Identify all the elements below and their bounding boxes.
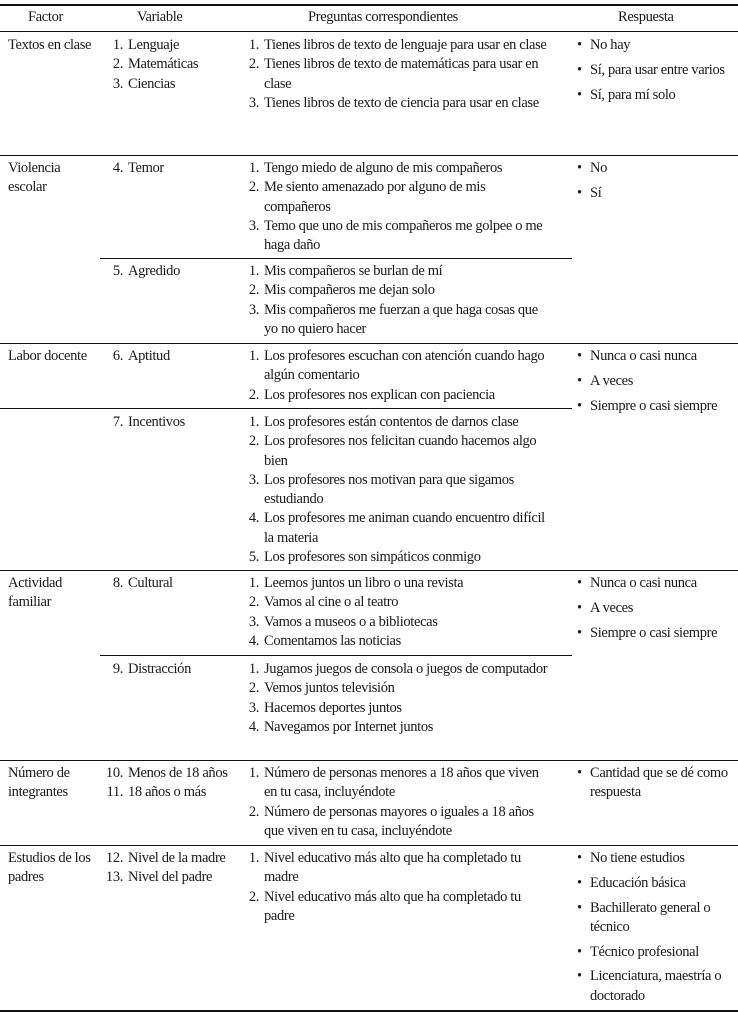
question-item [244, 888, 549, 927]
question-item [244, 178, 549, 217]
variable-number: 9. [112, 661, 123, 677]
response-text: No [590, 160, 608, 176]
variable-item [100, 347, 235, 366]
variable-number: 12. [105, 850, 123, 866]
question-item [244, 36, 549, 55]
bullet-icon: • [577, 599, 582, 616]
variable-number: 5. [112, 263, 123, 279]
question-text: Mis compañeros me fuerzan a que haga cosas que yo no quiero hacer [264, 301, 538, 337]
response-list [577, 347, 729, 421]
question-number: 2. [248, 433, 259, 450]
factor-label: Estudios de los padres [8, 850, 91, 886]
factor-label: Número de integrantes [8, 765, 70, 801]
variable-label: 18 años o más [128, 784, 207, 801]
question-item [244, 347, 549, 386]
question-list [244, 36, 549, 113]
question-list [244, 660, 549, 737]
table-rule [0, 155, 738, 156]
question-text: Tienes libros de texto de ciencia para usar en clase [264, 94, 539, 111]
question-number: 1. [248, 414, 259, 430]
question-number: 2. [248, 282, 259, 299]
response-item [577, 347, 729, 366]
header-preguntas: Preguntas correspondientes [308, 9, 458, 25]
response-text: Educación básica [590, 874, 686, 891]
question-number: 3. [248, 471, 259, 488]
question-text: Vamos a museos o a bibliotecas [264, 613, 438, 630]
response-text: No hay [590, 37, 631, 53]
question-item [244, 613, 549, 632]
response-item [577, 899, 729, 938]
question-item [244, 849, 549, 888]
question-text: Tienes libros de texto de lenguaje para usar en clase [264, 37, 547, 53]
question-list [244, 413, 549, 567]
question-text: Los profesores nos explican con paciencia [264, 386, 495, 403]
variable-item [100, 159, 235, 178]
question-text: Nivel educativo más alto que ha completado tu padre [264, 888, 521, 924]
response-item [577, 943, 729, 962]
bullet-icon: • [577, 184, 582, 201]
bullet-icon: • [577, 575, 582, 591]
response-item [577, 184, 729, 203]
question-item [244, 432, 549, 471]
response-item [577, 36, 729, 55]
question-item [244, 217, 549, 256]
table-rule [0, 4, 738, 6]
question-number: 2. [248, 888, 259, 905]
variable-item [100, 849, 235, 868]
question-item [244, 699, 549, 718]
question-item [244, 718, 549, 737]
variable-item [100, 764, 235, 783]
variable-label: Incentivos [128, 414, 185, 430]
table-rule [0, 343, 738, 344]
response-text: Nunca o casi nunca [590, 575, 697, 591]
variable-number: 10. [105, 765, 123, 781]
variable-number: 4. [112, 160, 123, 176]
question-list [244, 764, 549, 841]
variable-number: 13. [105, 869, 123, 886]
response-text: A veces [590, 372, 634, 389]
variable-item [100, 413, 235, 432]
question-item [244, 301, 549, 340]
question-text: Número de personas menores a 18 años que viven en tu casa, incluyéndote [264, 765, 539, 801]
question-item [244, 764, 549, 803]
question-text: Nivel educativo más alto que ha completado tu madre [264, 850, 521, 886]
question-number: 4. [248, 510, 259, 527]
factor-label: Actividad familiar [8, 575, 63, 611]
variable-label: Distracción [128, 661, 191, 677]
variable-label: Lenguaje [128, 37, 180, 53]
question-text: Tengo miedo de alguno de mis compañeros [264, 160, 503, 176]
question-text: Número de personas mayores o iguales a 18 años que viven en tu casa, incluyéndote [264, 803, 534, 839]
bullet-icon: • [577, 86, 582, 103]
variable-item [100, 868, 235, 887]
table-rule [100, 258, 572, 259]
variable-label: Cultural [128, 575, 173, 591]
response-text: Cantidad que se dé como respuesta [590, 765, 728, 801]
question-list [244, 262, 549, 339]
question-number: 2. [248, 594, 259, 611]
question-number: 4. [248, 632, 259, 649]
response-item [577, 397, 729, 416]
response-item [577, 574, 729, 593]
variable-item [100, 783, 235, 802]
variable-list [100, 347, 235, 366]
question-number: 3. [248, 217, 259, 234]
response-text: Nunca o casi nunca [590, 348, 697, 364]
question-text: Leemos juntos un libro o una revista [264, 575, 464, 591]
question-item [244, 281, 549, 300]
table-rule [0, 760, 738, 761]
header-variable: Variable [137, 9, 183, 25]
response-text: No tiene estudios [590, 850, 685, 866]
bullet-icon: • [577, 160, 582, 176]
header-factor: Factor [28, 9, 63, 25]
variable-number: 3. [112, 75, 123, 92]
table-rule [100, 655, 572, 656]
question-item [244, 660, 549, 679]
response-text: Siempre o casi siempre [590, 397, 718, 414]
variable-number: 11. [106, 784, 123, 801]
response-text: Bachillerato general o técnico [590, 899, 711, 935]
question-number: 1. [248, 575, 259, 591]
variable-list [100, 574, 235, 593]
bullet-icon: • [577, 624, 582, 641]
question-item [244, 548, 549, 567]
question-text: Los profesores escuchan con atención cuando hago algún comentario [264, 348, 545, 384]
question-text: Los profesores están contentos de darnos clase [264, 414, 519, 430]
factor-label: Violencia escolar [8, 160, 61, 196]
question-number: 3. [248, 301, 259, 318]
question-item [244, 94, 549, 113]
question-text: Los profesores son simpáticos conmigo [264, 549, 481, 566]
response-text: Licenciatura, maestría o doctorado [590, 968, 722, 1004]
question-number: 2. [248, 56, 259, 73]
variable-label: Ciencias [128, 75, 176, 92]
variable-label: Matemáticas [128, 56, 199, 73]
question-number: 2. [248, 179, 259, 196]
table-rule [0, 845, 738, 846]
question-item [244, 159, 549, 178]
question-number: 1. [248, 850, 259, 866]
question-item [244, 471, 549, 510]
question-item [244, 803, 549, 842]
question-item [244, 413, 549, 432]
response-item [577, 849, 729, 868]
question-text: Comentamos las noticias [264, 632, 401, 649]
question-item [244, 632, 549, 651]
bullet-icon: • [577, 874, 582, 891]
variable-number: 8. [112, 575, 123, 591]
response-item [577, 61, 729, 80]
response-text: Sí, para mí solo [590, 86, 676, 103]
variable-list [100, 660, 235, 679]
variable-label: Nivel de la madre [128, 850, 226, 866]
bullet-icon: • [577, 61, 582, 78]
question-list [244, 849, 549, 926]
header-respuesta: Respuesta [618, 9, 674, 25]
response-text: Sí [590, 184, 602, 201]
question-item [244, 386, 549, 405]
table-rule [0, 570, 738, 571]
variable-list [100, 764, 235, 803]
question-number: 1. [248, 765, 259, 781]
bullet-icon: • [577, 943, 582, 960]
variable-item [100, 75, 235, 94]
question-text: Mis compañeros me dejan solo [264, 282, 435, 299]
bullet-icon: • [577, 899, 582, 916]
question-number: 1. [248, 661, 259, 677]
question-text: Jugamos juegos de consola o juegos de computador [264, 661, 548, 677]
question-item [244, 55, 549, 94]
bullet-icon: • [577, 372, 582, 389]
response-item [577, 372, 729, 391]
question-number: 2. [248, 803, 259, 820]
question-list [244, 574, 549, 651]
variable-item [100, 55, 235, 74]
variable-item [100, 660, 235, 679]
question-text: Hacemos deportes juntos [264, 699, 402, 716]
variable-list [100, 262, 235, 281]
response-text: Técnico profesional [590, 943, 699, 960]
question-item [244, 593, 549, 612]
bullet-icon: • [577, 850, 582, 866]
variable-item [100, 574, 235, 593]
question-text: Me siento amenazado por alguno de mis compañeros [264, 179, 486, 215]
question-text: Mis compañeros se burlan de mí [264, 263, 443, 279]
variable-number: 1. [112, 37, 123, 53]
factor-label: Textos en clase [8, 37, 92, 53]
variable-item [100, 262, 235, 281]
response-text: Siempre o casi siempre [590, 624, 718, 641]
response-list [577, 764, 729, 808]
response-item [577, 86, 729, 105]
variable-list [100, 36, 235, 94]
question-text: Los profesores nos motivan para que sigamos estudiando [264, 471, 514, 508]
response-text: A veces [590, 599, 634, 616]
question-number: 3. [248, 699, 259, 716]
variable-item [100, 36, 235, 55]
question-number: 3. [248, 613, 259, 630]
question-number: 4. [248, 718, 259, 735]
question-list [244, 159, 549, 255]
response-list [577, 849, 729, 1012]
response-item [577, 874, 729, 893]
question-text: Vamos al cine o al teatro [264, 594, 399, 611]
response-list [577, 36, 729, 110]
variable-label: Nivel del padre [128, 869, 213, 886]
question-number: 2. [248, 386, 259, 403]
question-number: 1. [248, 263, 259, 279]
question-text: Vemos juntos televisión [264, 680, 395, 697]
bullet-icon: • [577, 397, 582, 414]
question-item [244, 262, 549, 281]
response-text: Sí, para usar entre varios [590, 61, 725, 78]
bullet-icon: • [577, 968, 582, 985]
question-number: 1. [248, 348, 259, 364]
response-item [577, 624, 729, 643]
response-list [577, 574, 729, 648]
response-item [577, 764, 729, 803]
table-rule [0, 408, 572, 409]
bullet-icon: • [577, 765, 582, 781]
question-item [244, 679, 549, 698]
question-number: 3. [248, 94, 259, 111]
question-item [244, 574, 549, 593]
response-item [577, 599, 729, 618]
variable-number: 2. [112, 56, 123, 73]
bullet-icon: • [577, 348, 582, 364]
variable-label: Agredido [128, 263, 180, 279]
question-number: 2. [248, 680, 259, 697]
variable-label: Aptitud [128, 348, 170, 364]
question-text: Temo que uno de mis compañeros me golpee o me haga daño [264, 217, 543, 254]
bullet-icon: • [577, 37, 582, 53]
table-rule [0, 31, 738, 32]
response-item [577, 967, 729, 1006]
question-number: 1. [248, 160, 259, 176]
question-list [244, 347, 549, 405]
variable-list [100, 159, 235, 178]
variable-number: 6. [112, 348, 123, 364]
question-number: 5. [248, 549, 259, 566]
variable-label: Temor [128, 160, 164, 176]
variable-label: Menos de 18 años [128, 765, 228, 781]
response-item [577, 159, 729, 178]
question-text: Tienes libros de texto de matemáticas para usar en clase [264, 56, 539, 92]
factor-label: Labor docente [8, 348, 87, 364]
response-list [577, 159, 729, 209]
question-item [244, 509, 549, 548]
variable-number: 7. [112, 414, 123, 430]
question-text: Los profesores me animan cuando encuentro difícil la materia [264, 510, 545, 546]
question-text: Navegamos por Internet juntos [264, 718, 434, 735]
variable-list [100, 849, 235, 888]
question-number: 1. [248, 37, 259, 53]
question-text: Los profesores nos felicitan cuando hacemos algo bien [264, 433, 537, 469]
variable-list [100, 413, 235, 432]
